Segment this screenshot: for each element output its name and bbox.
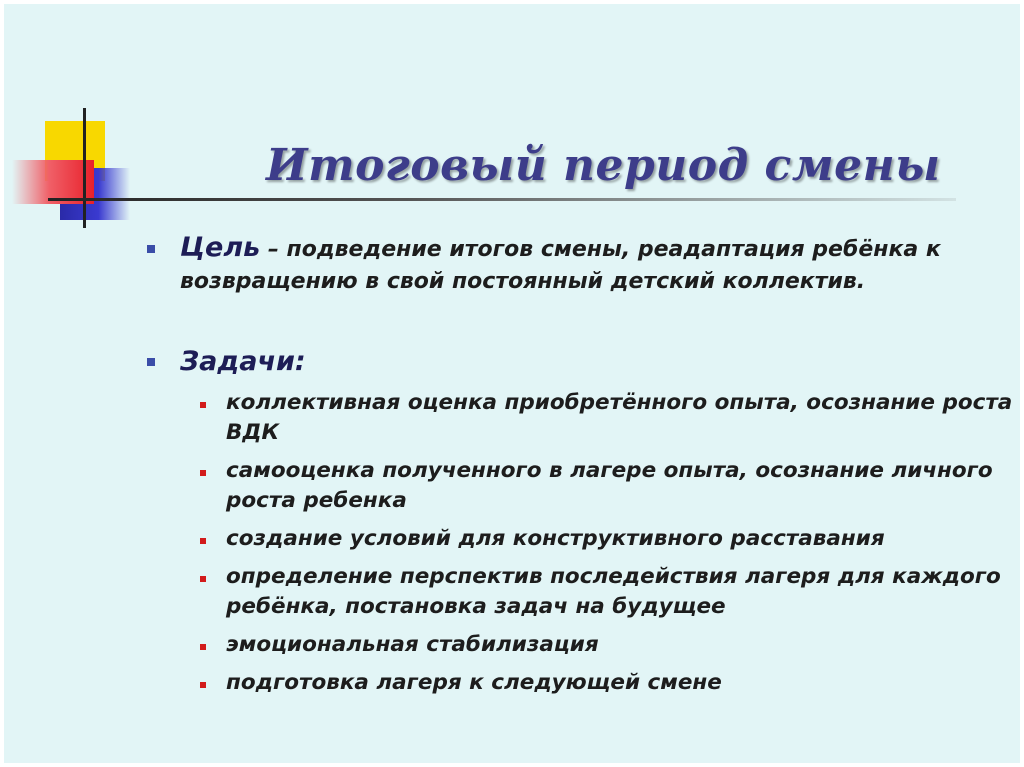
tasks-label: Задачи:: [180, 346, 306, 377]
slide-title: Итоговый период смены: [266, 140, 941, 191]
bullet-square-icon: [200, 538, 206, 544]
goal-label: Цель: [180, 232, 261, 263]
goal-text: – подведение итогов смены, реадаптация ребёнка к возвращению в свой постоянный детский коллектив.: [180, 237, 941, 294]
title-underline: [48, 198, 956, 201]
bullet-square-icon: [200, 576, 206, 582]
vertical-line: [83, 108, 86, 228]
list-item: определение перспектив последействия лагеря для каждого ребёнка, постановка задач на будущее: [226, 564, 1001, 619]
list-item: подготовка лагеря к следующей смене: [226, 670, 722, 695]
decorative-squares: [4, 4, 154, 244]
bullet-square-icon: [200, 644, 206, 650]
goal-paragraph: [180, 232, 1010, 298]
list-item: коллективная оценка приобретённого опыта, осознание роста ВДК: [226, 390, 1013, 445]
bullet-square-icon: [147, 245, 155, 253]
list-item: эмоциональная стабилизация: [226, 632, 599, 657]
bullet-square-icon: [147, 358, 155, 366]
bullet-square-icon: [200, 682, 206, 688]
bullet-square-icon: [200, 470, 206, 476]
list-item: самооценка полученного в лагере опыта, осознание личного роста ребенка: [226, 458, 993, 513]
bullet-square-icon: [200, 402, 206, 408]
slide: [4, 4, 1020, 763]
list-item: создание условий для конструктивного расставания: [226, 526, 885, 551]
